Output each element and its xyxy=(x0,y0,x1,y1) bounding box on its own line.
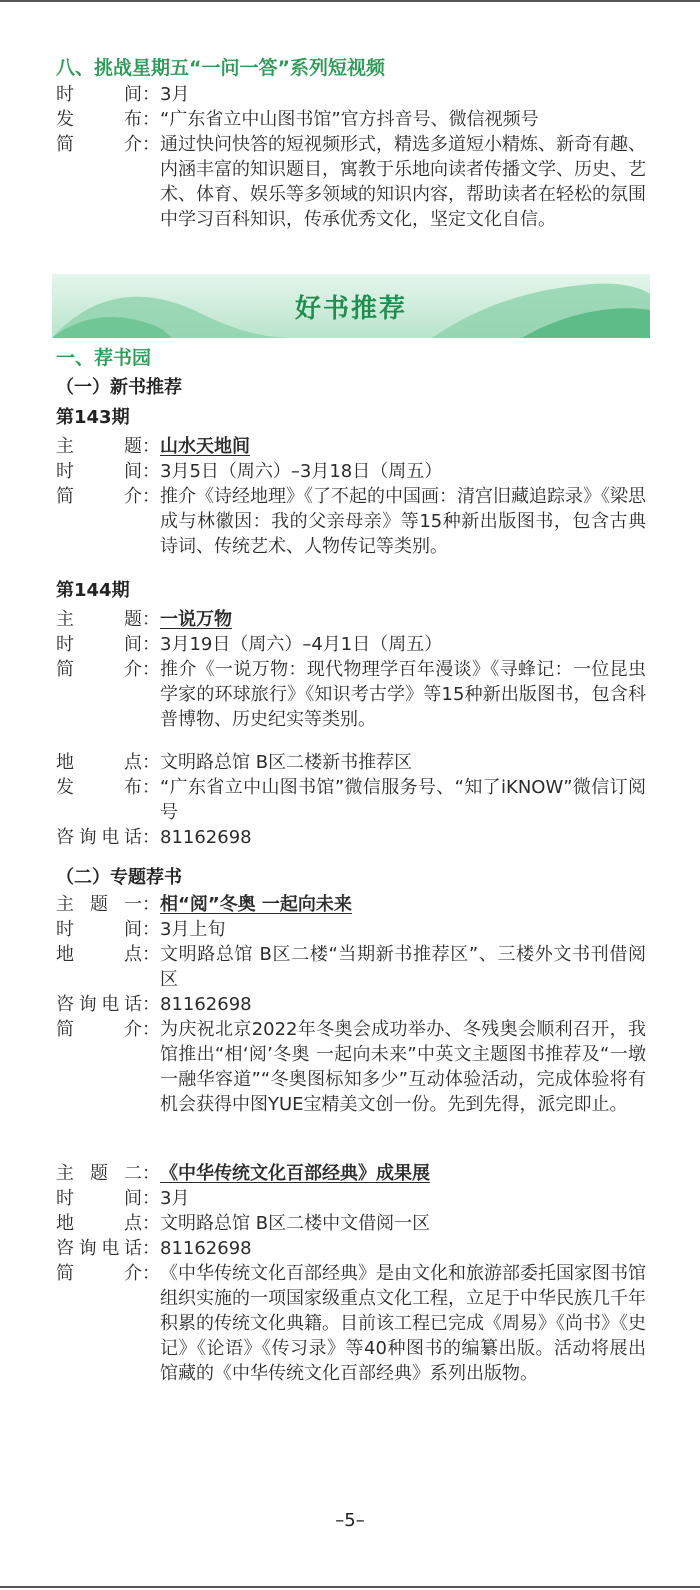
row-value: 文明路总馆 B区二楼“当期新书推荐区”、三楼外文书刊借阅区 xyxy=(160,944,646,990)
label-char: 电 xyxy=(101,827,120,848)
row-label xyxy=(56,484,160,559)
topic-2-rows xyxy=(56,1161,646,1386)
label-char: 主 xyxy=(56,436,74,457)
info-row xyxy=(56,132,646,232)
row-value: 81162698 xyxy=(160,827,252,848)
info-row xyxy=(56,1236,646,1261)
label-char: 间 xyxy=(124,84,142,105)
label-char: 介 xyxy=(124,659,142,680)
section-8 xyxy=(56,54,646,232)
row-value: 《中华传统文化百部经典》是由文化和旅游部委托国家图书馆组织实施的一项国家级重点文化工程，立足于中华民族几千年积累的传统文化典籍。目前该工程已完成《周易》《尚书》《史记》《论语》《传习录》等40种图书的编纂出版。活动将展出馆藏的《中华传统文化百部经典》系列出版物。 xyxy=(160,1263,646,1384)
info-row xyxy=(56,434,646,459)
label-char: 时 xyxy=(56,1188,74,1209)
label-char: 时 xyxy=(56,84,74,105)
topic-1-rows xyxy=(56,892,646,1117)
row-label xyxy=(56,750,160,775)
label-char: 话 xyxy=(123,994,142,1015)
label-colon: ： xyxy=(142,461,160,482)
info-row xyxy=(56,82,646,107)
row-value: 3月 xyxy=(160,1188,190,1209)
row-label xyxy=(56,775,160,825)
row-label xyxy=(56,132,160,232)
label-colon: ： xyxy=(142,1263,160,1284)
label-char: 布 xyxy=(124,109,142,130)
issue-144-rows xyxy=(56,607,646,732)
label-char: 简 xyxy=(56,659,74,680)
row-label xyxy=(56,607,160,632)
label-char: 话 xyxy=(123,1238,142,1259)
row-label xyxy=(56,825,160,850)
label-colon: ： xyxy=(142,609,160,630)
info-row xyxy=(56,1211,646,1236)
row-label xyxy=(56,82,160,107)
label-char: 主 xyxy=(56,609,74,630)
label-colon: ： xyxy=(142,994,160,1015)
section-8-heading: 八、挑战星期五“一问一答”系列短视频 xyxy=(56,57,385,79)
row-label xyxy=(56,434,160,459)
label-char: 主 xyxy=(56,1163,74,1184)
label-colon: ： xyxy=(142,1213,160,1234)
label-colon: ： xyxy=(142,486,160,507)
row-value: 3月19日（周六）–4月1日（周五） xyxy=(160,634,443,655)
row-label xyxy=(56,942,160,992)
topic-title: 一说万物 xyxy=(160,609,232,630)
label-colon: ： xyxy=(142,777,160,798)
info-row xyxy=(56,775,646,825)
label-colon: ： xyxy=(142,109,160,130)
label-char: 介 xyxy=(124,486,142,507)
info-row xyxy=(56,1261,646,1386)
label-char: 点 xyxy=(124,752,142,773)
label-colon: ： xyxy=(142,134,160,155)
new-books-common-info xyxy=(56,750,646,850)
label-colon: ： xyxy=(142,894,160,915)
label-char: 咨 xyxy=(56,994,74,1015)
label-char: 题 xyxy=(90,1163,108,1184)
label-char: 布 xyxy=(124,777,142,798)
new-books-heading: （一）新书推荐 xyxy=(56,377,182,398)
label-char: 电 xyxy=(101,1238,120,1259)
label-char: 电 xyxy=(101,994,120,1015)
label-char: 间 xyxy=(124,1188,142,1209)
section-1 xyxy=(56,344,646,1386)
row-value: 为庆祝北京2022年冬奥会成功举办、冬残奥会顺利召开，我馆推出“相‘阅’冬奥 一起向未来”中英文主题图书推荐及“一墩一融华容道”“冬奥图标知多少”互动体验活动，完成体验将有机会获得中图YUE宝精美文创一份。先到先得，派完即止。 xyxy=(160,1019,646,1115)
label-char: 发 xyxy=(56,109,74,130)
label-colon: ： xyxy=(142,1188,160,1209)
row-value: “广东省立中山图书馆”微信服务号、“知了iKNOW”微信订阅号 xyxy=(160,777,646,823)
info-row xyxy=(56,107,646,132)
label-char: 地 xyxy=(56,944,74,965)
label-char: 咨 xyxy=(56,827,74,848)
info-row xyxy=(56,657,646,732)
row-value: 推介《诗经地理》《了不起的中国画：清宫旧藏追踪录》《梁思成与林徽因：我的父亲母亲》等15种新出版图书，包含古典诗词、传统艺术、人物传记等类别。 xyxy=(160,486,646,557)
row-value: 3月上旬 xyxy=(160,919,226,940)
label-char: 询 xyxy=(78,994,97,1015)
row-value: 推介《一说万物：现代物理学百年漫谈》《寻蜂记：一位昆虫学家的环球旅行》《知识考古学》等15种新出版图书，包含科普博物、历史纪实等类别。 xyxy=(160,659,646,730)
label-char: 简 xyxy=(56,134,74,155)
label-colon: ： xyxy=(142,436,160,457)
section-8-rows xyxy=(56,82,646,232)
info-row xyxy=(56,632,646,657)
label-char: 介 xyxy=(124,1019,142,1040)
label-char: 咨 xyxy=(56,1238,74,1259)
row-value: 文明路总馆 B区二楼中文借阅一区 xyxy=(160,1213,431,1234)
info-row xyxy=(56,1017,646,1117)
label-char: 介 xyxy=(124,134,142,155)
info-row xyxy=(56,607,646,632)
info-row xyxy=(56,1186,646,1211)
row-label xyxy=(56,459,160,484)
banner-title: 好书推荐 xyxy=(294,294,407,324)
label-char: 简 xyxy=(56,1019,74,1040)
row-label xyxy=(56,1236,160,1261)
label-colon: ： xyxy=(142,919,160,940)
label-colon: ： xyxy=(142,1019,160,1040)
label-char: 话 xyxy=(123,827,142,848)
info-row xyxy=(56,459,646,484)
label-char: 地 xyxy=(56,752,74,773)
info-row xyxy=(56,750,646,775)
label-char: 询 xyxy=(78,827,97,848)
row-value: 3月5日（周六）–3月18日（周五） xyxy=(160,461,443,482)
row-label xyxy=(56,632,160,657)
good-books-banner xyxy=(52,274,650,338)
label-char: 间 xyxy=(124,634,142,655)
label-colon: ： xyxy=(142,944,160,965)
label-char: 间 xyxy=(124,461,142,482)
label-char: 二 xyxy=(124,1163,142,1184)
info-row xyxy=(56,892,646,917)
label-char: 地 xyxy=(56,1213,74,1234)
row-label xyxy=(56,1186,160,1211)
label-colon: ： xyxy=(142,827,160,848)
row-value: 81162698 xyxy=(160,994,252,1015)
issue-144-title: 第144期 xyxy=(56,580,130,601)
label-char: 询 xyxy=(78,1238,97,1259)
row-label xyxy=(56,1211,160,1236)
issue-143-rows xyxy=(56,434,646,559)
row-value: 通过快问快答的短视频形式，精选多道短小精炼、新奇有趣、内涵丰富的知识题目，寓教于乐地向读者传播文学、历史、艺术、体育、娱乐等多领域的知识内容，帮助读者在轻松的氛围中学习百科知识，传承优秀文化，坚定文化自信。 xyxy=(160,134,646,230)
topic-title: 《中华传统文化百部经典》成果展 xyxy=(160,1163,430,1184)
label-char: 时 xyxy=(56,919,74,940)
row-value: “广东省立中山图书馆”官方抖音号、微信视频号 xyxy=(160,109,539,130)
row-value: 3月 xyxy=(160,84,190,105)
label-colon: ： xyxy=(142,1163,160,1184)
label-colon: ： xyxy=(142,659,160,680)
label-char: 简 xyxy=(56,486,74,507)
row-label xyxy=(56,657,160,732)
topic-books-heading: （二）专题荐书 xyxy=(56,867,182,888)
page-number: –5– xyxy=(335,1510,365,1531)
row-label xyxy=(56,1261,160,1386)
row-value: 文明路总馆 B区二楼新书推荐区 xyxy=(160,752,413,773)
topic-title: 相“阅”冬奥 一起向未来 xyxy=(160,894,352,915)
document-page xyxy=(56,54,646,1386)
row-label xyxy=(56,917,160,942)
label-colon: ： xyxy=(142,84,160,105)
row-label xyxy=(56,1161,160,1186)
label-char: 简 xyxy=(56,1263,74,1284)
label-char: 题 xyxy=(90,894,108,915)
bottom-border xyxy=(0,1586,700,1588)
row-label xyxy=(56,892,160,917)
info-row xyxy=(56,917,646,942)
label-char: 间 xyxy=(124,919,142,940)
info-row xyxy=(56,484,646,559)
info-row xyxy=(56,992,646,1017)
label-char: 时 xyxy=(56,461,74,482)
topic-title: 山水天地间 xyxy=(160,436,250,457)
label-colon: ： xyxy=(142,634,160,655)
label-char: 点 xyxy=(124,944,142,965)
row-label xyxy=(56,1017,160,1117)
issue-143-title: 第143期 xyxy=(56,407,130,428)
label-char: 题 xyxy=(124,609,142,630)
info-row xyxy=(56,942,646,992)
label-char: 时 xyxy=(56,634,74,655)
label-char: 发 xyxy=(56,777,74,798)
label-char: 点 xyxy=(124,1213,142,1234)
label-colon: ： xyxy=(142,752,160,773)
top-border xyxy=(0,0,700,2)
row-label xyxy=(56,107,160,132)
row-label xyxy=(56,992,160,1017)
section-1-heading: 一、荐书园 xyxy=(56,347,152,369)
label-char: 一 xyxy=(124,894,142,915)
label-char: 题 xyxy=(124,436,142,457)
label-colon: ： xyxy=(142,1238,160,1259)
info-row xyxy=(56,1161,646,1186)
row-value: 81162698 xyxy=(160,1238,252,1259)
label-char: 介 xyxy=(124,1263,142,1284)
label-char: 主 xyxy=(56,894,74,915)
info-row xyxy=(56,825,646,850)
